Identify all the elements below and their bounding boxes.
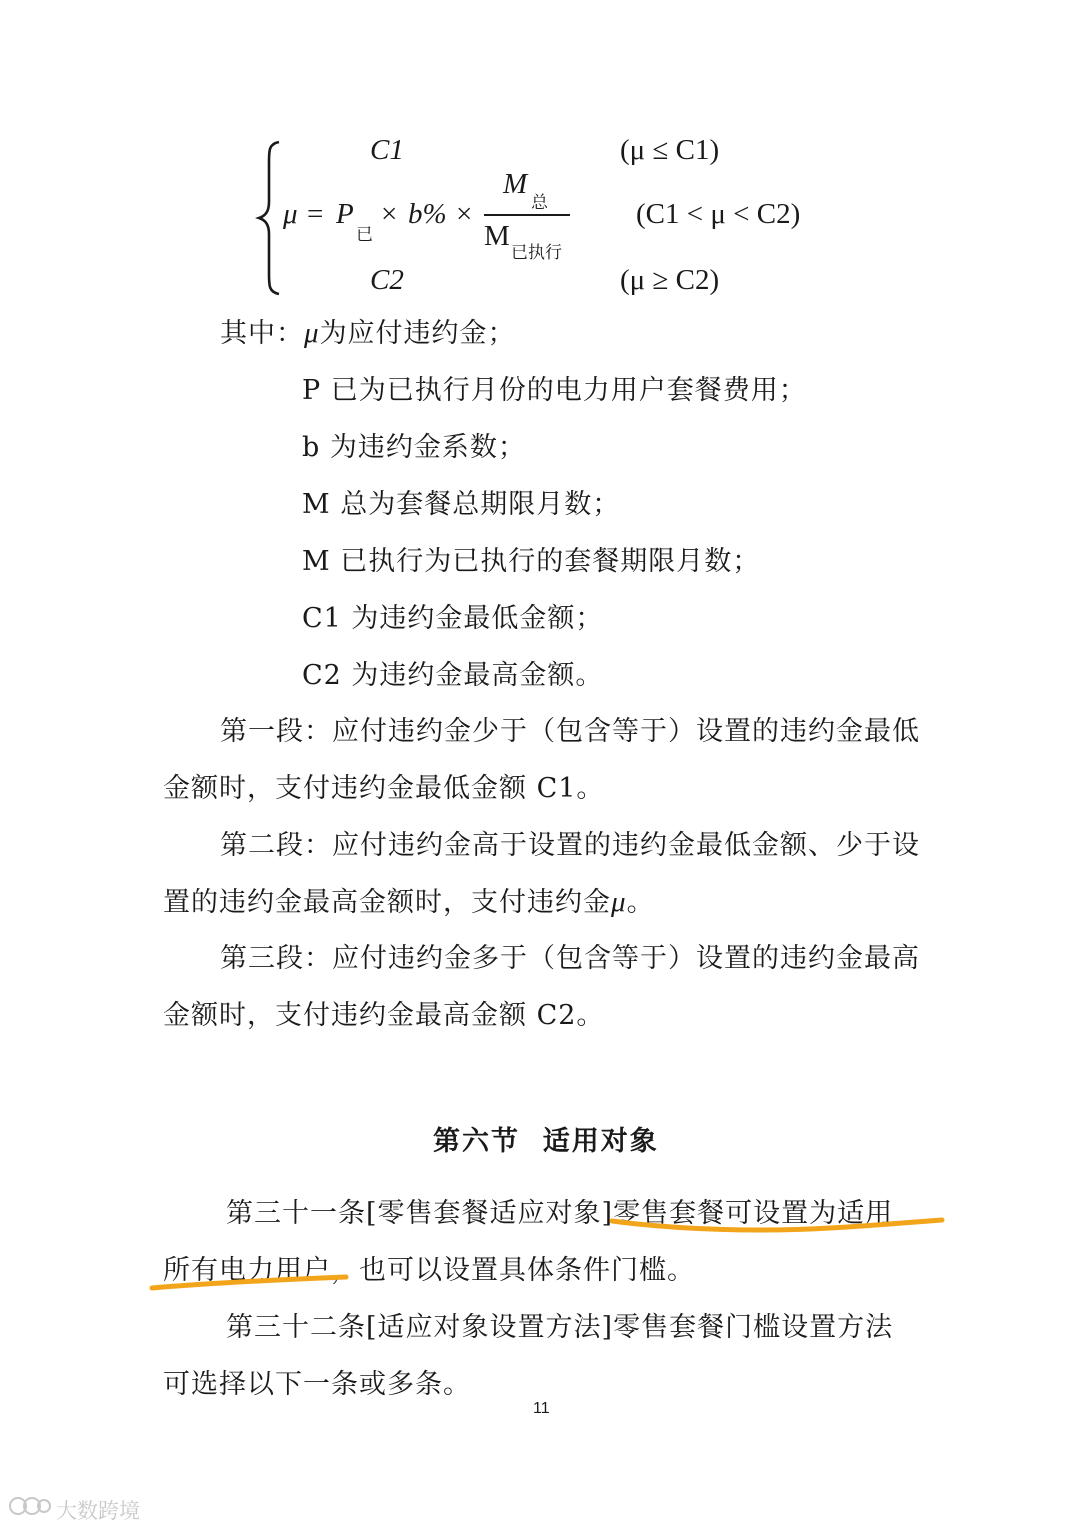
- case1-value: C1: [370, 134, 404, 166]
- segment2-line1: 第二段：应付违约金高于设置的违约金最低金额、少于设: [220, 830, 920, 861]
- definition-item: M 总为套餐总期限月数；: [302, 489, 621, 520]
- definition-item: C1 为违约金最低金额；: [302, 603, 604, 634]
- case1-condition: (μ ≤ C1): [620, 134, 720, 166]
- intro-rest: 为应付违约金；: [319, 318, 516, 349]
- intro-mu: μ: [304, 317, 320, 349]
- definition-item: P 已为已执行月份的电力用户套餐费用；: [302, 375, 807, 406]
- segment3-line1: 第三段：应付违约金多于（包含等于）设置的违约金最高: [220, 943, 920, 974]
- fraction-numerator-subscript: 总: [531, 193, 548, 213]
- case2-times-2: ×: [456, 198, 473, 230]
- case2-mu: μ: [283, 198, 298, 230]
- case2-p-subscript: 已: [356, 225, 373, 245]
- watermark-logo-icon: [8, 1494, 52, 1518]
- case2-b-percent: b%: [408, 198, 447, 230]
- section-title: 第六节 适用对象: [433, 1126, 659, 1157]
- segment1-line2: 金额时，支付违约金最低金额 C1。: [163, 773, 605, 804]
- case2-condition: (C1 < μ < C2): [636, 198, 801, 230]
- article31-line2: 所有电力用户，也可以设置具体条件门槛。: [163, 1255, 695, 1286]
- case3-condition: (μ ≥ C2): [620, 264, 720, 296]
- intro-prefix: 其中：: [220, 318, 304, 349]
- definition-item: b 为违约金系数；: [302, 432, 526, 463]
- article32-line1: 第三十二条[适应对象设置方法]零售套餐门槛设置方法: [226, 1312, 894, 1343]
- fraction-numerator: M: [503, 168, 528, 200]
- definition-item: C2 为违约金最高金额。: [302, 660, 604, 691]
- watermark-text: 大数跨境: [56, 1499, 140, 1523]
- fraction-denominator-subscript: 已执行: [511, 243, 562, 263]
- case2-p: P: [336, 198, 354, 230]
- definition-item: M 已执行为已执行的套餐期限月数；: [302, 546, 761, 577]
- segment2-period: 。: [626, 887, 655, 918]
- article31-line1: 第三十一条[零售套餐适应对象]零售套餐可设置为适用: [226, 1198, 894, 1229]
- page-number: 11: [533, 1400, 550, 1417]
- case2-times-1: ×: [381, 198, 398, 230]
- segment2-line2-text: 置的违约金最高金额时，支付违约金: [163, 887, 611, 918]
- article32-line2: 可选择以下一条或多条。: [163, 1369, 471, 1400]
- case3-value: C2: [370, 264, 404, 296]
- segment1-line1: 第一段：应付违约金少于（包含等于）设置的违约金最低: [220, 716, 920, 747]
- segment3-line2: 金额时，支付违约金最高金额 C2。: [163, 1000, 605, 1031]
- segment2-mu: μ: [611, 886, 627, 918]
- case2-equals: =: [307, 198, 324, 230]
- fraction-denominator: M: [484, 220, 510, 252]
